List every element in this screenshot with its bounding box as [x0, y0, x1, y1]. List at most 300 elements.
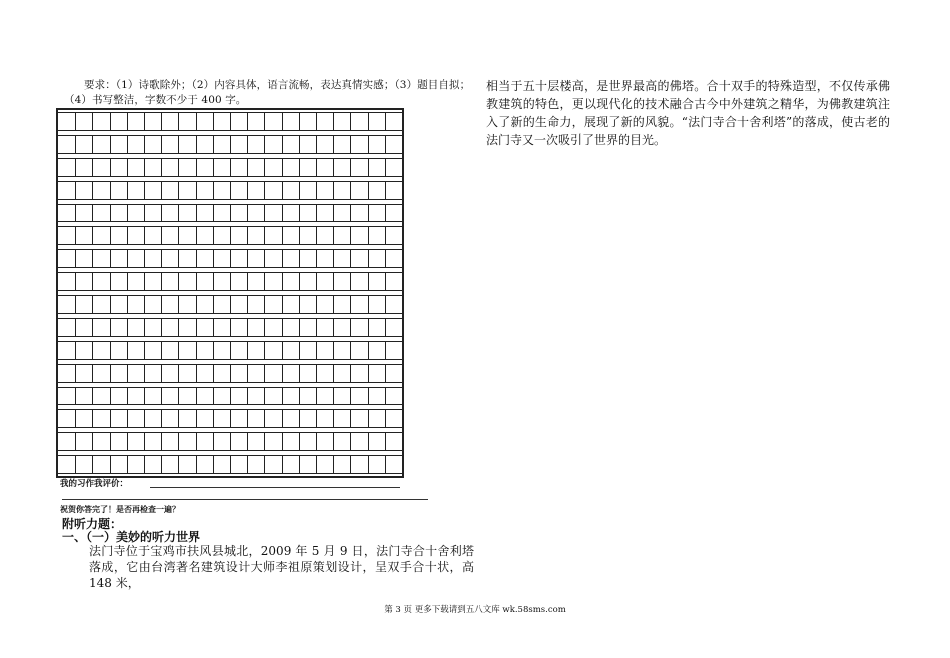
grid-cell-divider [110, 410, 111, 427]
grid-cell-divider [350, 113, 351, 130]
grid-cell-divider [316, 433, 317, 450]
grid-cell-divider [110, 159, 111, 176]
grid-cell-divider [230, 388, 231, 405]
grid-cell-divider [299, 136, 300, 153]
grid-cell-divider [385, 227, 386, 244]
grid-cell-divider [75, 365, 76, 382]
grid-cell-divider [385, 388, 386, 405]
grid-cell-divider [316, 296, 317, 313]
grid-row [58, 272, 402, 291]
grid-cell-divider [264, 136, 265, 153]
grid-cell-divider [247, 456, 248, 473]
grid-cell-divider [92, 113, 93, 130]
grid-cell-divider [92, 319, 93, 336]
grid-cell-divider [333, 159, 334, 176]
grid-cell-divider [264, 227, 265, 244]
grid-cell-divider [161, 182, 162, 199]
grid-cell-divider [282, 319, 283, 336]
grid-cell-divider [213, 388, 214, 405]
grid-cell-divider [368, 410, 369, 427]
grid-cell-divider [350, 342, 351, 359]
grid-cell-divider [92, 410, 93, 427]
grid-cell-divider [385, 159, 386, 176]
grid-cell-divider [316, 205, 317, 222]
grid-cell-divider [333, 365, 334, 382]
grid-cell-divider [178, 296, 179, 313]
grid-cell-divider [333, 250, 334, 267]
grid-cell-divider [127, 342, 128, 359]
grid-cell-divider [264, 250, 265, 267]
grid-cell-divider [196, 250, 197, 267]
grid-cell-divider [368, 388, 369, 405]
grid-cell-divider [247, 205, 248, 222]
grid-cell-divider [75, 250, 76, 267]
grid-cell-divider [385, 250, 386, 267]
grid-row [58, 112, 402, 131]
grid-cell-divider [368, 342, 369, 359]
grid-cell-divider [333, 410, 334, 427]
grid-cell-divider [127, 319, 128, 336]
requirements-line-1: 要求：（1）诗歌除外；（2）内容具体，语言流畅，表达真情实感；（3）题目自拟； [84, 79, 471, 91]
grid-cell-divider [110, 205, 111, 222]
grid-cell-divider [316, 365, 317, 382]
grid-cell-divider [127, 113, 128, 130]
grid-row [58, 432, 402, 451]
grid-cell-divider [264, 433, 265, 450]
grid-cell-divider [264, 182, 265, 199]
grid-row [58, 181, 402, 200]
grid-cell-divider [264, 456, 265, 473]
grid-cell-divider [316, 159, 317, 176]
grid-cell-divider [316, 410, 317, 427]
grid-cell-divider [333, 433, 334, 450]
grid-cell-divider [178, 205, 179, 222]
grid-cell-divider [213, 159, 214, 176]
grid-cell-divider [368, 273, 369, 290]
grid-cell-divider [264, 159, 265, 176]
grid-cell-divider [92, 159, 93, 176]
grid-cell-divider [110, 319, 111, 336]
grid-cell-divider [264, 342, 265, 359]
divider-line [62, 499, 428, 500]
grid-cell-divider [161, 433, 162, 450]
listening-paragraph-right: 相当于五十层楼高，是世界最高的佛塔。合十双手的特殊造型，不仅传承佛教建筑的特色，更以现代化的技术融合古今中外建筑之精华，为佛教建筑注入了新的生命力，展现了新的风貌。“法门寺合十舍利塔”的落成，使古老的法门寺又一次吸引了世界的目光。 [486, 79, 890, 147]
grid-cell-divider [127, 205, 128, 222]
grid-cell-divider [350, 250, 351, 267]
grid-cell-divider [127, 159, 128, 176]
grid-cell-divider [333, 113, 334, 130]
grid-cell-divider [350, 456, 351, 473]
grid-cell-divider [230, 136, 231, 153]
grid-cell-divider [161, 319, 162, 336]
grid-cell-divider [385, 410, 386, 427]
grid-cell-divider [230, 433, 231, 450]
grid-cell-divider [299, 388, 300, 405]
grid-cell-divider [247, 227, 248, 244]
grid-cell-divider [350, 319, 351, 336]
grid-cell-divider [247, 319, 248, 336]
grid-cell-divider [264, 205, 265, 222]
grid-cell-divider [92, 250, 93, 267]
grid-cell-divider [161, 342, 162, 359]
grid-cell-divider [316, 136, 317, 153]
grid-cell-divider [368, 456, 369, 473]
grid-cell-divider [316, 388, 317, 405]
grid-cell-divider [247, 365, 248, 382]
grid-cell-divider [144, 365, 145, 382]
grid-cell-divider [75, 136, 76, 153]
grid-cell-divider [161, 296, 162, 313]
grid-cell-divider [144, 273, 145, 290]
grid-cell-divider [144, 433, 145, 450]
grid-cell-divider [92, 456, 93, 473]
grid-cell-divider [230, 319, 231, 336]
grid-cell-divider [144, 250, 145, 267]
grid-cell-divider [127, 273, 128, 290]
grid-cell-divider [161, 410, 162, 427]
grid-cell-divider [385, 319, 386, 336]
grid-cell-divider [110, 113, 111, 130]
listening-paragraph-left-text: 法门寺位于宝鸡市扶风县城北，2009 年 5 月 9 日，法门寺合十舍利塔落成，它由台湾著名建筑设计大师李祖原策划设计，呈双手合十状，高 148 米， [89, 544, 474, 590]
grid-cell-divider [299, 113, 300, 130]
grid-cell-divider [230, 113, 231, 130]
grid-cell-divider [316, 342, 317, 359]
grid-row [58, 387, 402, 406]
grid-cell-divider [368, 159, 369, 176]
grid-cell-divider [230, 273, 231, 290]
grid-cell-divider [213, 113, 214, 130]
grid-cell-divider [299, 296, 300, 313]
grid-cell-divider [333, 296, 334, 313]
grid-cell-divider [247, 250, 248, 267]
grid-cell-divider [282, 159, 283, 176]
grid-cell-divider [127, 456, 128, 473]
grid-cell-divider [282, 113, 283, 130]
grid-cell-divider [127, 388, 128, 405]
grid-cell-divider [196, 205, 197, 222]
grid-cell-divider [368, 113, 369, 130]
grid-cell-divider [144, 410, 145, 427]
grid-cell-divider [385, 182, 386, 199]
grid-cell-divider [75, 342, 76, 359]
grid-cell-divider [213, 342, 214, 359]
grid-cell-divider [144, 113, 145, 130]
grid-cell-divider [196, 113, 197, 130]
grid-cell-divider [230, 296, 231, 313]
grid-cell-divider [333, 342, 334, 359]
grid-cell-divider [144, 182, 145, 199]
grid-cell-divider [282, 410, 283, 427]
grid-cell-divider [92, 227, 93, 244]
grid-cell-divider [196, 319, 197, 336]
grid-cell-divider [144, 319, 145, 336]
grid-cell-divider [196, 365, 197, 382]
grid-row [58, 318, 402, 337]
grid-cell-divider [247, 113, 248, 130]
grid-cell-divider [196, 456, 197, 473]
grid-cell-divider [282, 365, 283, 382]
grid-cell-divider [144, 159, 145, 176]
grid-cell-divider [75, 388, 76, 405]
grid-cell-divider [161, 388, 162, 405]
grid-cell-divider [316, 456, 317, 473]
grid-cell-divider [230, 410, 231, 427]
grid-cell-divider [282, 273, 283, 290]
grid-cell-divider [75, 205, 76, 222]
grid-cell-divider [213, 319, 214, 336]
grid-cell-divider [350, 227, 351, 244]
grid-cell-divider [385, 136, 386, 153]
grid-cell-divider [282, 205, 283, 222]
grid-cell-divider [127, 365, 128, 382]
grid-cell-divider [282, 227, 283, 244]
grid-cell-divider [178, 227, 179, 244]
grid-cell-divider [368, 227, 369, 244]
grid-cell-divider [385, 456, 386, 473]
grid-cell-divider [161, 250, 162, 267]
grid-cell-divider [350, 273, 351, 290]
grid-cell-divider [230, 365, 231, 382]
grid-cell-divider [127, 410, 128, 427]
grid-cell-divider [178, 433, 179, 450]
grid-cell-divider [178, 319, 179, 336]
grid-cell-divider [350, 136, 351, 153]
grid-cell-divider [368, 319, 369, 336]
grid-cell-divider [144, 205, 145, 222]
grid-cell-divider [213, 205, 214, 222]
page-footer: 第 3 页 更多下载请到五八文库 wk.58sms.com [384, 605, 566, 615]
grid-cell-divider [161, 113, 162, 130]
grid-cell-divider [316, 250, 317, 267]
grid-cell-divider [299, 365, 300, 382]
grid-cell-divider [230, 342, 231, 359]
grid-cell-divider [333, 388, 334, 405]
grid-cell-divider [264, 113, 265, 130]
grid-cell-divider [230, 182, 231, 199]
grid-cell-divider [178, 388, 179, 405]
grid-cell-divider [110, 250, 111, 267]
grid-cell-divider [92, 433, 93, 450]
grid-cell-divider [213, 136, 214, 153]
grid-cell-divider [75, 159, 76, 176]
grid-cell-divider [385, 365, 386, 382]
grid-cell-divider [75, 227, 76, 244]
grid-cell-divider [350, 182, 351, 199]
grid-cell-divider [178, 113, 179, 130]
grid-cell-divider [92, 182, 93, 199]
grid-cell-divider [385, 342, 386, 359]
grid-row [58, 409, 402, 428]
grid-cell-divider [385, 433, 386, 450]
grid-cell-divider [178, 182, 179, 199]
grid-cell-divider [299, 342, 300, 359]
grid-cell-divider [75, 113, 76, 130]
grid-cell-divider [282, 342, 283, 359]
grid-cell-divider [247, 159, 248, 176]
grid-cell-divider [196, 227, 197, 244]
grid-cell-divider [196, 388, 197, 405]
grid-cell-divider [299, 456, 300, 473]
grid-cell-divider [368, 136, 369, 153]
grid-cell-divider [264, 273, 265, 290]
grid-cell-divider [110, 433, 111, 450]
grid-cell-divider [264, 296, 265, 313]
grid-cell-divider [196, 182, 197, 199]
grid-cell-divider [213, 433, 214, 450]
grid-cell-divider [213, 273, 214, 290]
grid-cell-divider [213, 227, 214, 244]
grid-cell-divider [75, 319, 76, 336]
grid-cell-divider [213, 365, 214, 382]
grid-cell-divider [299, 159, 300, 176]
grid-cell-divider [127, 250, 128, 267]
grid-cell-divider [144, 342, 145, 359]
grid-cell-divider [247, 388, 248, 405]
grid-cell-divider [264, 365, 265, 382]
grid-cell-divider [161, 227, 162, 244]
grid-cell-divider [264, 388, 265, 405]
grid-cell-divider [350, 296, 351, 313]
grid-cell-divider [230, 250, 231, 267]
grid-cell-divider [127, 182, 128, 199]
grid-cell-divider [196, 296, 197, 313]
grid-cell-divider [196, 342, 197, 359]
grid-cell-divider [299, 410, 300, 427]
grid-cell-divider [350, 365, 351, 382]
grid-cell-divider [178, 342, 179, 359]
grid-cell-divider [385, 205, 386, 222]
grid-cell-divider [127, 227, 128, 244]
grid-cell-divider [299, 273, 300, 290]
grid-cell-divider [92, 296, 93, 313]
grid-cell-divider [75, 296, 76, 313]
grid-cell-divider [178, 410, 179, 427]
grid-cell-divider [75, 456, 76, 473]
grid-cell-divider [144, 227, 145, 244]
grid-cell-divider [127, 136, 128, 153]
grid-cell-divider [178, 136, 179, 153]
grid-cell-divider [350, 410, 351, 427]
grid-cell-divider [213, 296, 214, 313]
grid-cell-divider [247, 410, 248, 427]
grid-cell-divider [299, 205, 300, 222]
grid-row [58, 455, 402, 474]
grid-cell-divider [230, 159, 231, 176]
grid-row [58, 249, 402, 268]
grid-cell-divider [110, 136, 111, 153]
grid-cell-divider [75, 433, 76, 450]
grid-cell-divider [247, 136, 248, 153]
grid-cell-divider [144, 456, 145, 473]
grid-cell-divider [247, 342, 248, 359]
grid-cell-divider [368, 182, 369, 199]
grid-cell-divider [178, 250, 179, 267]
grid-cell-divider [350, 388, 351, 405]
grid-cell-divider [282, 136, 283, 153]
grid-cell-divider [144, 136, 145, 153]
grid-cell-divider [385, 296, 386, 313]
grid-cell-divider [178, 456, 179, 473]
grid-row [58, 226, 402, 245]
grid-cell-divider [264, 410, 265, 427]
grid-cell-divider [385, 273, 386, 290]
grid-cell-divider [299, 319, 300, 336]
grid-cell-divider [110, 365, 111, 382]
grid-cell-divider [161, 365, 162, 382]
grid-cell-divider [230, 456, 231, 473]
grid-cell-divider [110, 182, 111, 199]
grid-cell-divider [282, 182, 283, 199]
grid-cell-divider [368, 365, 369, 382]
grid-cell-divider [161, 205, 162, 222]
grid-cell-divider [196, 433, 197, 450]
grid-cell-divider [92, 342, 93, 359]
grid-cell-divider [161, 136, 162, 153]
grid-row [58, 135, 402, 154]
grid-row [58, 204, 402, 223]
grid-cell-divider [75, 410, 76, 427]
grid-cell-divider [368, 205, 369, 222]
listening-section-title: 一、（一）美妙的听力世界 [62, 530, 201, 544]
grid-cell-divider [230, 227, 231, 244]
grid-cell-divider [247, 273, 248, 290]
grid-cell-divider [282, 433, 283, 450]
grid-row [58, 341, 402, 360]
grid-cell-divider [385, 113, 386, 130]
grid-cell-divider [333, 182, 334, 199]
grid-cell-divider [161, 456, 162, 473]
grid-cell-divider [247, 182, 248, 199]
grid-cell-divider [196, 136, 197, 153]
grid-cell-divider [316, 227, 317, 244]
listening-paragraph-left [62, 543, 474, 591]
grid-cell-divider [282, 296, 283, 313]
self-evaluation-line [150, 487, 400, 488]
grid-cell-divider [316, 182, 317, 199]
grid-cell-divider [333, 456, 334, 473]
listening-heading: 附听力题： [62, 517, 123, 531]
composition-requirements [64, 78, 476, 108]
grid-cell-divider [178, 273, 179, 290]
grid-cell-divider [92, 273, 93, 290]
grid-cell-divider [333, 273, 334, 290]
grid-cell-divider [333, 319, 334, 336]
grid-cell-divider [161, 273, 162, 290]
grid-cell-divider [316, 273, 317, 290]
grid-cell-divider [110, 227, 111, 244]
grid-cell-divider [75, 273, 76, 290]
grid-cell-divider [247, 433, 248, 450]
grid-cell-divider [368, 433, 369, 450]
grid-cell-divider [110, 342, 111, 359]
grid-cell-divider [299, 182, 300, 199]
grid-cell-divider [92, 205, 93, 222]
self-evaluation-label: 我的习作我评价： [60, 479, 129, 489]
grid-cell-divider [230, 205, 231, 222]
grid-cell-divider [110, 296, 111, 313]
grid-cell-divider [282, 250, 283, 267]
grid-cell-divider [196, 410, 197, 427]
grid-cell-divider [350, 433, 351, 450]
grid-cell-divider [178, 159, 179, 176]
grid-cell-divider [350, 205, 351, 222]
grid-cell-divider [196, 273, 197, 290]
grid-cell-divider [144, 388, 145, 405]
grid-cell-divider [127, 433, 128, 450]
grid-cell-divider [213, 250, 214, 267]
grid-cell-divider [333, 227, 334, 244]
grid-cell-divider [92, 365, 93, 382]
